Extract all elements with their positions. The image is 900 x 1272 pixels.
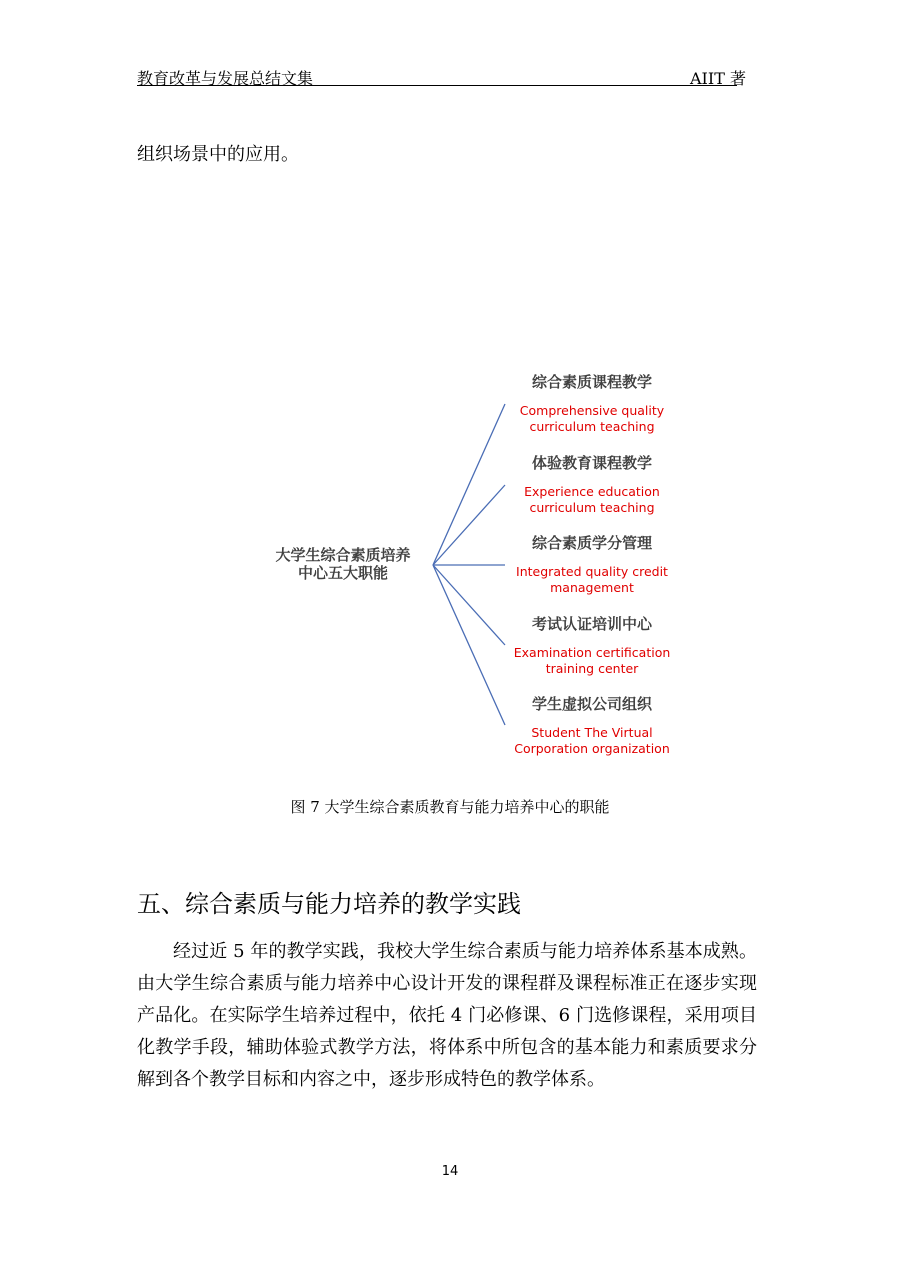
header-title: 教育改革与发展总结文集 (137, 69, 314, 88)
branch-1-cn: 综合素质课程教学 (531, 373, 653, 391)
body-paragraph: 经过近 5 年的教学实践，我校大学生综合素质与能力培养体系基本成熟。由大学生综合素质与能力培养中心设计开发的课程群及课程标准正在逐步实现产品化。在实际学生培养过程中，依托 4 门必修课、6 门选修课程，采用项目化教学手段，辅助体验式教学方法，将体系中所包含的基本能力和素质要求分解到各个教学目标和内容之中，逐步形成特色的教学体系。 (137, 941, 757, 1090)
branch-4-en-line1: Examination certification (513, 645, 671, 660)
branch-line-5 (433, 565, 505, 725)
branch-5-cn: 学生虚拟公司组织 (531, 695, 653, 713)
branch-3-en-line1: Integrated quality credit (516, 564, 668, 579)
branch-4-cn: 考试认证培训中心 (531, 615, 653, 633)
branch-2-cn: 体验教育课程教学 (531, 454, 653, 472)
branch-line-4 (433, 565, 505, 645)
branch-line-1 (433, 404, 505, 565)
branch-1-en-line2: curriculum teaching (529, 419, 655, 434)
diagram-center-label-line2: 中心五大职能 (297, 564, 389, 582)
figure-caption: 图 7 大学生综合素质教育与能力培养中心的职能 (290, 798, 610, 816)
branch-2-en-line1: Experience education (524, 484, 660, 499)
branch-3-en-line2: management (550, 580, 634, 595)
diagram-branch-lines (433, 404, 505, 725)
intro-text: 组织场景中的应用。 (137, 144, 299, 165)
branch-5-en-line2: Corporation organization (514, 741, 670, 756)
header-divider (137, 85, 737, 86)
section-heading: 五、综合素质与能力培养的教学实践 (137, 890, 521, 918)
page-number: 14 (441, 1164, 459, 1179)
diagram-center-label-line1: 大学生综合素质培养 (275, 546, 411, 564)
branch-1-en-line1: Comprehensive quality (519, 403, 665, 418)
branch-5-en-line1: Student The Virtual (531, 725, 653, 740)
branch-line-2 (433, 485, 505, 565)
branch-3-cn: 综合素质学分管理 (531, 534, 653, 552)
branch-2-en-line2: curriculum teaching (529, 500, 655, 515)
functions-diagram (0, 360, 900, 760)
branch-4-en-line2: training center (545, 661, 639, 676)
header-author: AIIT 著 (690, 69, 746, 88)
